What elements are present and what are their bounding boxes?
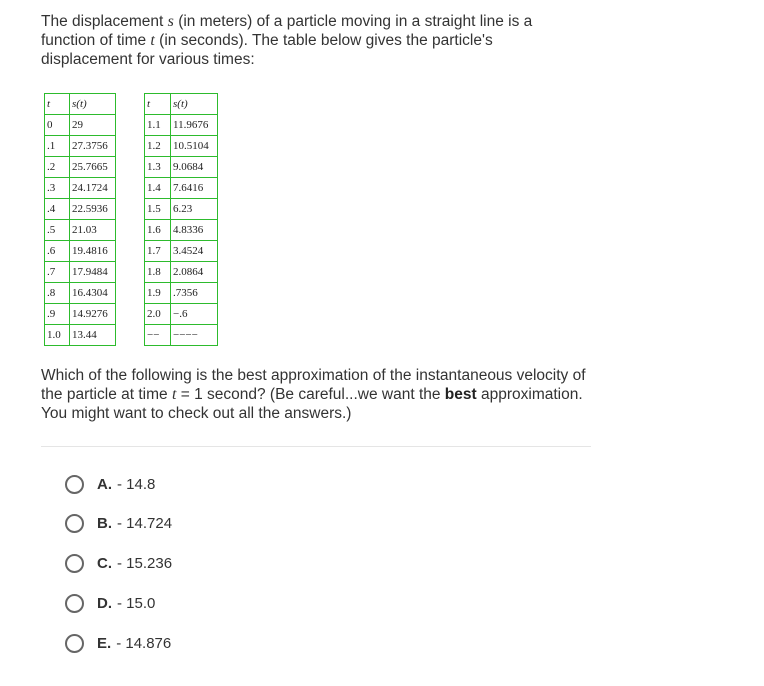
table-row — [45, 283, 116, 304]
cell-time: 1.6 — [145, 220, 171, 241]
cell-time: 1.9 — [145, 283, 171, 304]
choice-letter: A. — [97, 475, 112, 493]
table-row — [145, 262, 218, 283]
radio-button-a[interactable] — [65, 475, 84, 494]
header-t: t — [145, 94, 171, 115]
cell-time: 1.5 — [145, 199, 171, 220]
question-var-t: t — [171, 386, 177, 403]
cell-time: 1.2 — [145, 136, 171, 157]
table-row — [145, 220, 218, 241]
cell-displacement: 9.0684 — [171, 157, 218, 178]
table-row — [45, 178, 116, 199]
table-row — [45, 262, 116, 283]
displacement-table-right — [144, 93, 218, 346]
cell-time: .4 — [45, 199, 70, 220]
problem-intro — [41, 12, 581, 69]
table-row — [45, 157, 116, 178]
cell-displacement: 3.4524 — [171, 241, 218, 262]
cell-time: 1.1 — [145, 115, 171, 136]
table-row — [145, 199, 218, 220]
choice-c[interactable] — [65, 554, 172, 574]
table-row — [45, 325, 116, 346]
cell-time: .7 — [45, 262, 70, 283]
cell-displacement: 21.03 — [70, 220, 116, 241]
answer-choices — [65, 474, 172, 673]
choice-b[interactable] — [65, 514, 172, 534]
table-header-row — [45, 94, 116, 115]
table-row — [145, 283, 218, 304]
divider — [41, 446, 591, 447]
cell-time: .8 — [45, 283, 70, 304]
cell-time: 1.8 — [145, 262, 171, 283]
choice-letter: E. — [97, 634, 112, 652]
table-row — [45, 304, 116, 325]
cell-time: 1.0 — [45, 325, 70, 346]
cell-time: .6 — [45, 241, 70, 262]
choice-a[interactable] — [65, 474, 172, 494]
cell-time: −− — [145, 325, 171, 346]
table-row — [45, 220, 116, 241]
table-row — [145, 136, 218, 157]
choice-value: - 14.724 — [117, 515, 173, 533]
intro-text-1: The displacement — [41, 13, 168, 30]
choice-letter: D. — [97, 594, 112, 612]
question-text-3: approximation. You might want to check out all the answers.) — [41, 386, 583, 422]
table-row — [45, 136, 116, 157]
cell-displacement: 13.44 — [70, 325, 116, 346]
table-row — [145, 304, 218, 325]
table-header-row — [145, 94, 218, 115]
cell-time: .9 — [45, 304, 70, 325]
cell-displacement: 22.5936 — [70, 199, 116, 220]
cell-displacement: 29 — [70, 115, 116, 136]
header-s: s(t) — [171, 94, 218, 115]
var-t: t — [150, 32, 155, 49]
header-s: s(t) — [70, 94, 116, 115]
cell-displacement: 17.9484 — [70, 262, 116, 283]
displacement-table-left — [44, 93, 116, 346]
cell-time: 0 — [45, 115, 70, 136]
choice-letter: B. — [97, 515, 112, 533]
question-emphasis: best — [444, 386, 477, 403]
table-row — [145, 325, 218, 346]
intro-text-3: (in seconds). The table below gives the particle's displacement for various times: — [41, 32, 493, 68]
choice-value: - 14.876 — [116, 634, 172, 652]
cell-time: .2 — [45, 157, 70, 178]
cell-displacement: −−−− — [171, 325, 218, 346]
table-row — [45, 199, 116, 220]
cell-displacement: 7.6416 — [171, 178, 218, 199]
radio-button-c[interactable] — [65, 554, 84, 573]
cell-time: .3 — [45, 178, 70, 199]
table-row — [145, 241, 218, 262]
table-row — [45, 241, 116, 262]
cell-time: 1.3 — [145, 157, 171, 178]
cell-displacement: 19.4816 — [70, 241, 116, 262]
radio-button-d[interactable] — [65, 594, 84, 613]
cell-displacement: 10.5104 — [171, 136, 218, 157]
var-s: s — [167, 13, 174, 30]
cell-displacement: 6.23 — [171, 199, 218, 220]
header-t: t — [45, 94, 70, 115]
cell-displacement: 2.0864 — [171, 262, 218, 283]
question-text-1: Which of the following is the best approximation of the instantaneous velocity of the particle at time — [41, 367, 586, 403]
cell-time: .5 — [45, 220, 70, 241]
question-text-2: = 1 second? (Be careful...we want the — [176, 386, 445, 403]
cell-displacement: 25.7665 — [70, 157, 116, 178]
cell-displacement: 16.4304 — [70, 283, 116, 304]
intro-text-2: (in meters) of a particle moving in a straight line is a function of time — [41, 13, 533, 49]
table-row — [45, 115, 116, 136]
radio-button-b[interactable] — [65, 514, 84, 533]
cell-time: 2.0 — [145, 304, 171, 325]
choice-letter: C. — [97, 555, 112, 573]
cell-displacement: 27.3756 — [70, 136, 116, 157]
question-text — [41, 366, 586, 423]
cell-time: .1 — [45, 136, 70, 157]
cell-displacement: −.6 — [171, 304, 218, 325]
choice-value: - 15.236 — [117, 555, 173, 573]
cell-time: 1.4 — [145, 178, 171, 199]
cell-displacement: .7356 — [171, 283, 218, 304]
radio-button-e[interactable] — [65, 634, 84, 653]
table-row — [145, 115, 218, 136]
choice-e[interactable] — [65, 633, 172, 653]
cell-displacement: 11.9676 — [171, 115, 218, 136]
choice-value: - 15.0 — [117, 594, 156, 612]
choice-d[interactable] — [65, 593, 172, 613]
table-row — [145, 178, 218, 199]
cell-displacement: 14.9276 — [70, 304, 116, 325]
cell-displacement: 24.1724 — [70, 178, 116, 199]
choice-value: - 14.8 — [117, 475, 156, 493]
cell-displacement: 4.8336 — [171, 220, 218, 241]
table-row — [145, 157, 218, 178]
cell-time: 1.7 — [145, 241, 171, 262]
